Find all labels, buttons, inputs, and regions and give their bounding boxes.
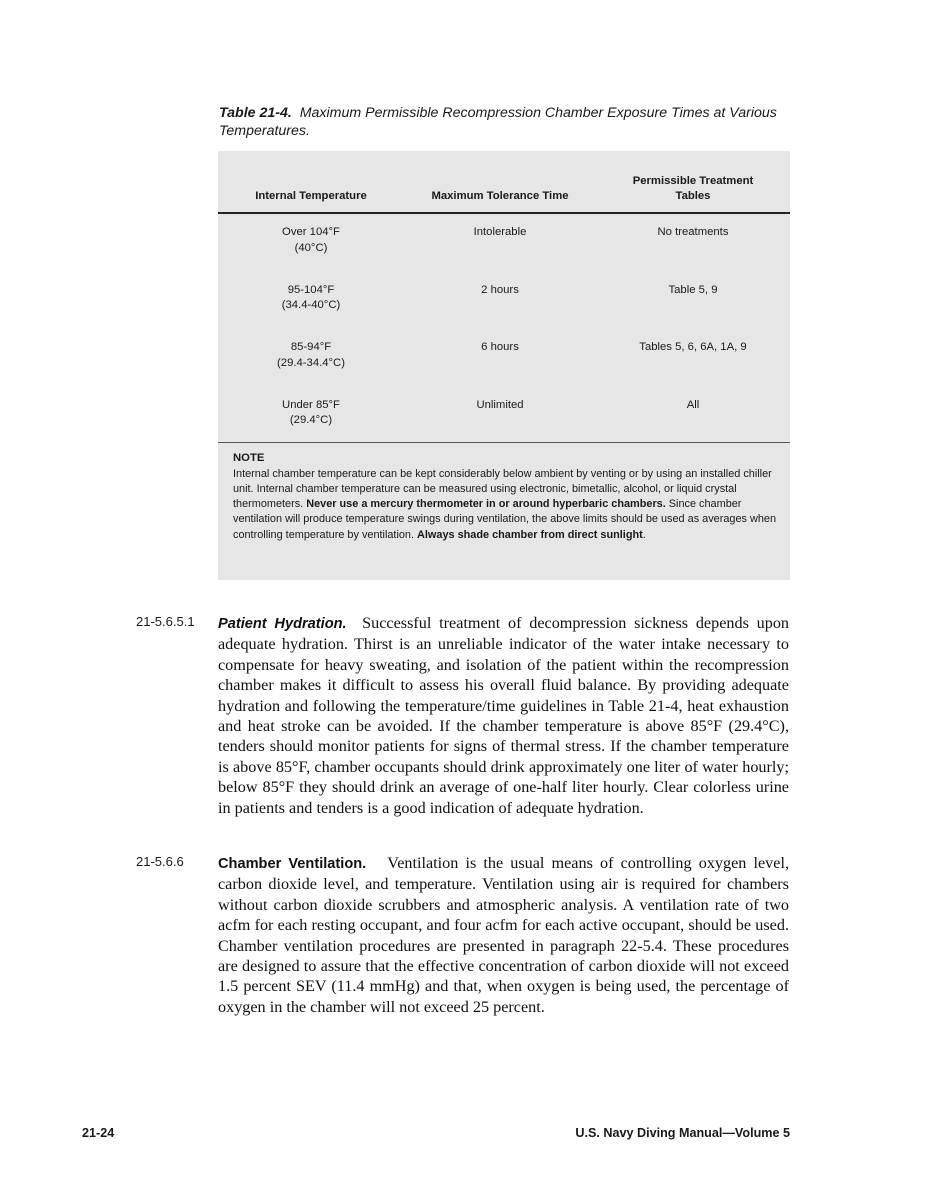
temperature-f: Over 104°F [282, 226, 340, 238]
cell-tables: Table 5, 9 [668, 283, 718, 296]
temperature-f: 95-104°F [287, 283, 335, 296]
cell-temperature [218, 340, 404, 371]
header-text: Permissible Treatment [632, 175, 754, 187]
cell-tolerance: 6 hours [481, 341, 519, 353]
table-row [218, 214, 790, 272]
temperature-c: (34.4-40°C) [281, 299, 341, 311]
paragraph-body [218, 853, 789, 1017]
note-text: Internal chamber temperature can be kept considerably below ambient by venting or by using an installed chiller unit. Internal chamber temperature can be measured using electronic, bimetallic, alcohol, or liquid crystal thermometers. [233, 467, 772, 511]
header-internal-temperature [218, 189, 404, 204]
note-warning-sunlight: Always shade chamber from direct sunlight [417, 528, 643, 541]
exposure-times-table [218, 151, 790, 580]
page-number: 21-24 [82, 1126, 115, 1140]
cell-tolerance: Intolerable [473, 226, 527, 238]
temperature-c: (29.4-34.4°C) [277, 356, 345, 369]
table-caption-number: Table 21-4. [219, 105, 292, 121]
paragraph-text: Ventilation is the usual means of controlling oxygen level, carbon dioxide level, and temperature. Ventilation using air is required for chambers without carbon dioxide scrubbers and atmospheric analysis. A ventilation rate of two acfm for each resting occupant, and four acfm for each active occupant, should be used. Chamber ventilation procedures are presented in paragraph 22-5.4. These procedures are designed to assure that the effective concentration of carbon dioxide will not exceed 1.5 percent SEV (11.4 mmHg) and that, when oxygen is being used, the percentage of oxygen in the chamber will not exceed 25 percent. [218, 854, 790, 1016]
publication-title: U.S. Navy Diving Manual—Volume 5 [575, 1126, 790, 1140]
table-note [233, 451, 781, 543]
header-text: Maximum Tolerance Time [431, 190, 569, 202]
table-row [218, 272, 790, 330]
table-caption-title: Maximum Permissible Recompression Chamber Exposure Times at Various Temperatures. [219, 105, 777, 139]
cell-tables: No treatments [657, 226, 729, 238]
table-header-row [218, 151, 790, 214]
cell-temperature [218, 398, 404, 429]
paragraph-body [218, 613, 789, 818]
cell-tables: Tables 5, 6, 6A, 1A, 9 [639, 341, 747, 353]
temperature-c: (29.4°C) [289, 414, 333, 426]
header-max-tolerance-time [404, 189, 596, 204]
paragraph-number: 21-5.6.5.1 [136, 614, 195, 629]
paragraph-text: Successful treatment of decompression sickness depends upon adequate hydration. Thirst is an unreliable indicator of the water intake necessary to compensate for heavy sweating, and isolation of the patient within the recompression chamber makes it difficult to assess his overall fluid balance. By providing adequate hydration and following the temperature/time guidelines in Table 21-4, heat exhaustion and heat stroke can be avoided. If the chamber temperature is above 85°F (29.4°C), tenders should monitor patients for signs of thermal stress. If the chamber temperature is above 85°F, chamber occupants should drink approximately one liter of water hourly; below 85°F they should drink an average of one-half liter hourly. Clear colorless urine in patients and tenders is a good indication of adequate hydration. [218, 614, 790, 817]
note-text: Since chamber ventilation will produce temperature swings during ventilation, the above limits should be used as averages when controlling temperature by ventilation. [233, 498, 777, 541]
paragraph-heading: Chamber Ventilation. [218, 856, 367, 872]
note-text: . [642, 528, 646, 541]
table-row [218, 387, 790, 445]
cell-tolerance: 2 hours [481, 283, 519, 296]
header-text: Tables [675, 190, 711, 202]
note-divider [218, 442, 790, 443]
paragraph-heading: Patient Hydration. [218, 616, 347, 632]
table-caption [219, 104, 789, 140]
table-row [218, 329, 790, 387]
note-title: NOTE [233, 452, 265, 464]
header-text: Internal Temperature [255, 190, 367, 202]
temperature-f: Under 85°F [282, 398, 340, 411]
table-body [218, 214, 790, 444]
temperature-c: (40°C) [294, 241, 328, 254]
cell-tolerance: Unlimited [476, 398, 524, 411]
note-warning-mercury: Never use a mercury thermometer in or around hyperbaric chambers. [306, 498, 666, 511]
header-permissible-treatment-tables [596, 174, 790, 204]
paragraph-number: 21-5.6.6 [136, 854, 184, 869]
note-body [233, 467, 781, 543]
cell-temperature [218, 225, 404, 256]
cell-tables: All [686, 398, 700, 411]
cell-temperature [218, 283, 404, 314]
temperature-f: 85-94°F [290, 341, 332, 353]
